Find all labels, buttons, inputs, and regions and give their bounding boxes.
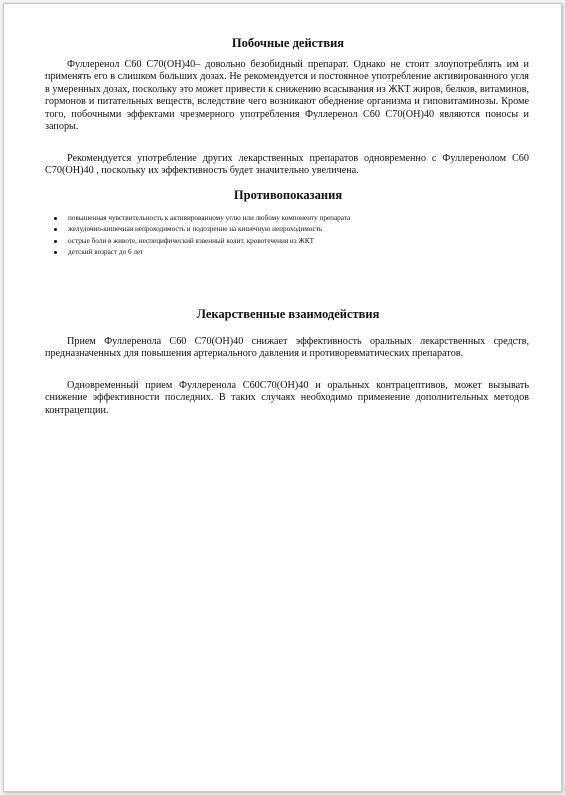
side-effects-heading: Побочные действия (231, 36, 345, 50)
list-item: желудочно-кишечная непроходимость и подозрение на кишечную непроходимость (53, 224, 523, 235)
bullet-icon (54, 228, 57, 231)
bullet-icon (54, 240, 57, 243)
bullet-icon (54, 251, 57, 254)
document-page (3, 3, 562, 792)
side-effects-paragraph-1: Фуллеренол C60 C70(OH)40– довольно безобидный препарат. Однако не стоит злоупотреблять им и применять его в слишком больших дозах. Не рекомендуется и постоянное употребление активированного угля в умеренных дозах, поскольку это может привести к снижению всасывания из ЖКТ жиров, белков, витаминов, гормонов и питательных веществ, вследствие чего возникают обеднение организма и гиповитаминозы. Кроме того, побочными эффектами чрезмерного употребления Фуллеренол C60 C70(OH)40 являются поносы и запоры. (45, 59, 529, 133)
list-item: повышенная чувствительность к активированному углю или любому компоненту препарата (53, 213, 523, 224)
interactions-paragraph-1: Прием Фуллеренола C60 C70(OH)40 снижает эффективность оральных лекарственных средств, предназначенных для повышения артериального давления и противоревматических препаратов. (45, 336, 529, 360)
contraindications-list (53, 213, 523, 259)
list-item: детский возраст до 6 лет (53, 247, 523, 258)
interactions-heading: Лекарственные взаимодействия (196, 307, 380, 321)
side-effects-paragraph-2: Рекомендуется употребление других лекарственных препаратов одновременно с Фуллеренолом C60 C70(OH)40 , поскольку их эффективность будет значительно увеличена. (45, 153, 529, 177)
bullet-icon (54, 217, 57, 220)
list-item: острые боли в животе, неспецифический язвенный колит, кровотечения из ЖКТ (53, 236, 523, 247)
interactions-paragraph-2: Одновременный прием Фуллеренола C60C70(OH)40 и оральных контрацептивов, может вызывать снижение эффективности последних. В таких случаях необходимо применение дополнительных методов контрацепции. (45, 380, 529, 416)
contraindications-heading: Противопоказания (233, 188, 343, 202)
